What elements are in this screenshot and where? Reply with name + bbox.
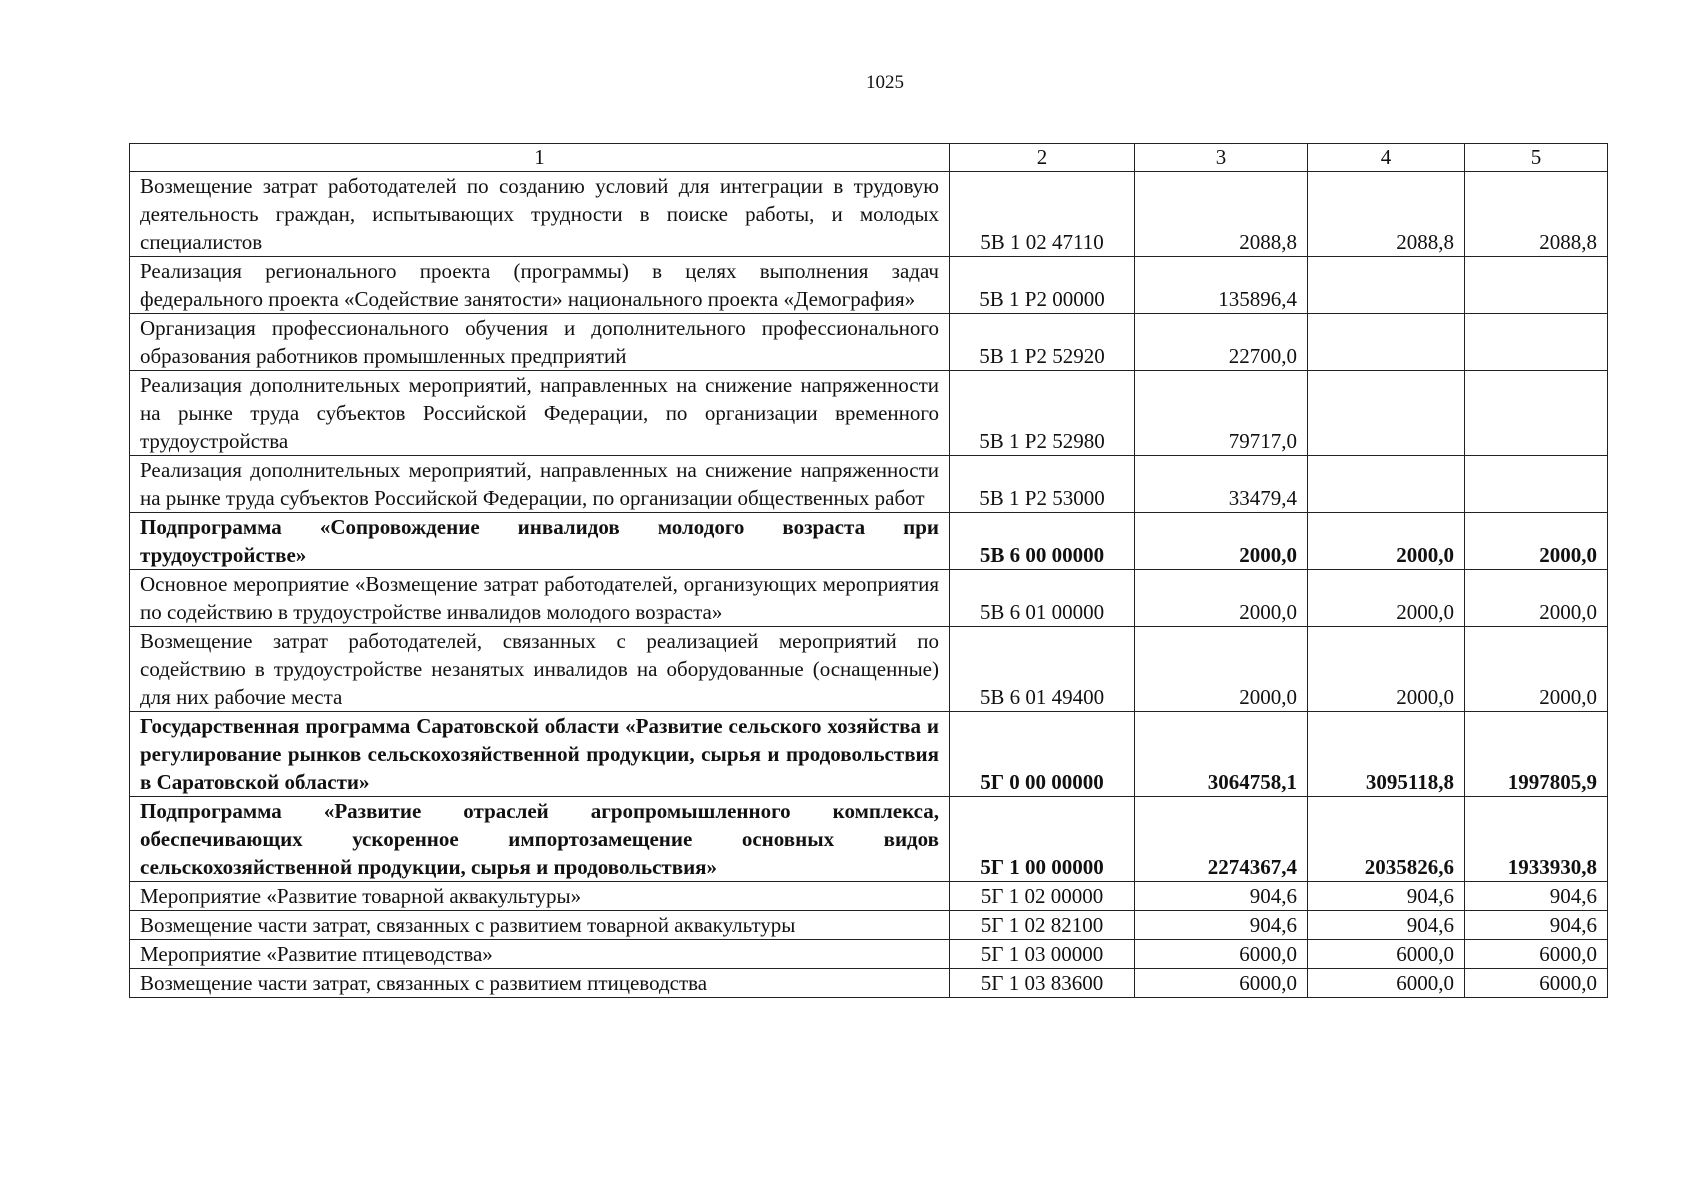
row-code-cell: 5Г 1 03 00000 — [950, 940, 1135, 969]
row-value-col5-cell: 6000,0 — [1465, 940, 1608, 969]
row-value-col4-cell: 904,6 — [1308, 911, 1465, 940]
row-value-col5-cell: 2000,0 — [1465, 627, 1608, 712]
row-value-col3-cell: 135896,4 — [1135, 257, 1308, 314]
budget-table — [129, 143, 1608, 998]
row-value-col4-cell — [1308, 257, 1465, 314]
row-value-col4-cell: 904,6 — [1308, 882, 1465, 911]
row-name-cell: Реализация регионального проекта (программы) в целях выполнения задач федерального проекта «Содействие занятости» национального проекта «Демография» — [130, 257, 950, 314]
row-value-col3-cell: 904,6 — [1135, 882, 1308, 911]
row-name-cell: Возмещение части затрат, связанных с развитием товарной аквакультуры — [130, 911, 950, 940]
row-value-col4-cell: 2000,0 — [1308, 627, 1465, 712]
table-row — [130, 172, 1608, 257]
row-value-col3-cell: 2000,0 — [1135, 627, 1308, 712]
row-name-cell: Возмещение затрат работодателей, связанных с реализацией мероприятий по содействию в трудоустройстве незанятых инвалидов на оборудованные (оснащенные) для них рабочие места — [130, 627, 950, 712]
row-name-cell: Реализация дополнительных мероприятий, направленных на снижение напряженности на рынке труда субъектов Российской Федерации, по организации общественных работ — [130, 456, 950, 513]
table-row — [130, 882, 1608, 911]
row-code-cell: 5В 6 01 00000 — [950, 570, 1135, 627]
row-value-col3-cell: 2274367,4 — [1135, 797, 1308, 882]
table-row — [130, 712, 1608, 797]
table-row — [130, 627, 1608, 712]
row-value-col5-cell: 2088,8 — [1465, 172, 1608, 257]
row-value-col4-cell — [1308, 314, 1465, 371]
column-header-2: 2 — [950, 144, 1135, 172]
row-value-col4-cell: 2088,8 — [1308, 172, 1465, 257]
column-header-4: 4 — [1308, 144, 1465, 172]
table-row — [130, 797, 1608, 882]
column-header-5: 5 — [1465, 144, 1608, 172]
row-value-col5-cell — [1465, 314, 1608, 371]
row-code-cell: 5В 6 00 00000 — [950, 513, 1135, 570]
column-header-3: 3 — [1135, 144, 1308, 172]
row-value-col3-cell: 6000,0 — [1135, 969, 1308, 998]
row-value-col3-cell: 2088,8 — [1135, 172, 1308, 257]
header-row — [130, 144, 1608, 172]
table-row — [130, 940, 1608, 969]
row-name-cell: Основное мероприятие «Возмещение затрат работодателей, организующих мероприятия по содействию в трудоустройстве инвалидов молодого возраста» — [130, 570, 950, 627]
row-code-cell: 5В 1 02 47110 — [950, 172, 1135, 257]
row-value-col3-cell: 79717,0 — [1135, 371, 1308, 456]
row-value-col3-cell: 6000,0 — [1135, 940, 1308, 969]
table-header — [130, 144, 1608, 172]
table-row — [130, 456, 1608, 513]
table-row — [130, 371, 1608, 456]
row-code-cell: 5В 1 Р2 53000 — [950, 456, 1135, 513]
row-value-col4-cell: 6000,0 — [1308, 969, 1465, 998]
row-value-col5-cell: 2000,0 — [1465, 570, 1608, 627]
table-body — [130, 172, 1608, 998]
row-value-col4-cell — [1308, 371, 1465, 456]
row-value-col5-cell: 2000,0 — [1465, 513, 1608, 570]
row-value-col3-cell: 2000,0 — [1135, 570, 1308, 627]
row-name-cell: Подпрограмма «Сопровождение инвалидов молодого возраста при трудоустройстве» — [130, 513, 950, 570]
row-value-col4-cell: 2000,0 — [1308, 570, 1465, 627]
row-code-cell: 5Г 1 00 00000 — [950, 797, 1135, 882]
row-value-col4-cell — [1308, 456, 1465, 513]
row-value-col5-cell — [1465, 371, 1608, 456]
row-name-cell: Мероприятие «Развитие птицеводства» — [130, 940, 950, 969]
page-number: 1025 — [866, 72, 904, 93]
row-value-col5-cell — [1465, 257, 1608, 314]
row-code-cell: 5В 1 Р2 00000 — [950, 257, 1135, 314]
row-code-cell: 5В 1 Р2 52920 — [950, 314, 1135, 371]
row-code-cell: 5В 1 Р2 52980 — [950, 371, 1135, 456]
row-value-col3-cell: 904,6 — [1135, 911, 1308, 940]
row-value-col4-cell: 2000,0 — [1308, 513, 1465, 570]
row-name-cell: Возмещение затрат работодателей по созданию условий для интеграции в трудовую деятельность граждан, испытывающих трудности в поиске работы, и молодых специалистов — [130, 172, 950, 257]
row-name-cell: Реализация дополнительных мероприятий, направленных на снижение напряженности на рынке труда субъектов Российской Федерации, по организации временного трудоустройства — [130, 371, 950, 456]
row-code-cell: 5Г 0 00 00000 — [950, 712, 1135, 797]
row-code-cell: 5Г 1 02 82100 — [950, 911, 1135, 940]
row-name-cell: Подпрограмма «Развитие отраслей агропромышленного комплекса, обеспечивающих ускоренное импортозамещение основных видов сельскохозяйственной продукции, сырья и продовольствия» — [130, 797, 950, 882]
row-value-col5-cell: 904,6 — [1465, 882, 1608, 911]
row-value-col5-cell: 6000,0 — [1465, 969, 1608, 998]
table-row — [130, 257, 1608, 314]
row-value-col5-cell: 904,6 — [1465, 911, 1608, 940]
row-value-col3-cell: 2000,0 — [1135, 513, 1308, 570]
row-value-col5-cell: 1933930,8 — [1465, 797, 1608, 882]
table-row — [130, 911, 1608, 940]
table-row — [130, 570, 1608, 627]
row-value-col4-cell: 2035826,6 — [1308, 797, 1465, 882]
table-row — [130, 969, 1608, 998]
row-name-cell: Возмещение части затрат, связанных с развитием птицеводства — [130, 969, 950, 998]
row-name-cell: Организация профессионального обучения и дополнительного профессионального образования работников промышленных предприятий — [130, 314, 950, 371]
column-header-1: 1 — [130, 144, 950, 172]
row-code-cell: 5Г 1 03 83600 — [950, 969, 1135, 998]
row-value-col3-cell: 33479,4 — [1135, 456, 1308, 513]
row-name-cell: Государственная программа Саратовской области «Развитие сельского хозяйства и регулирование рынков сельскохозяйственной продукции, сырья и продовольствия в Саратовской области» — [130, 712, 950, 797]
row-value-col3-cell: 22700,0 — [1135, 314, 1308, 371]
row-value-col5-cell: 1997805,9 — [1465, 712, 1608, 797]
row-value-col3-cell: 3064758,1 — [1135, 712, 1308, 797]
row-code-cell: 5Г 1 02 00000 — [950, 882, 1135, 911]
row-value-col5-cell — [1465, 456, 1608, 513]
row-code-cell: 5В 6 01 49400 — [950, 627, 1135, 712]
row-value-col4-cell: 3095118,8 — [1308, 712, 1465, 797]
row-name-cell: Мероприятие «Развитие товарной аквакультуры» — [130, 882, 950, 911]
table-row — [130, 513, 1608, 570]
row-value-col4-cell: 6000,0 — [1308, 940, 1465, 969]
table-row — [130, 314, 1608, 371]
